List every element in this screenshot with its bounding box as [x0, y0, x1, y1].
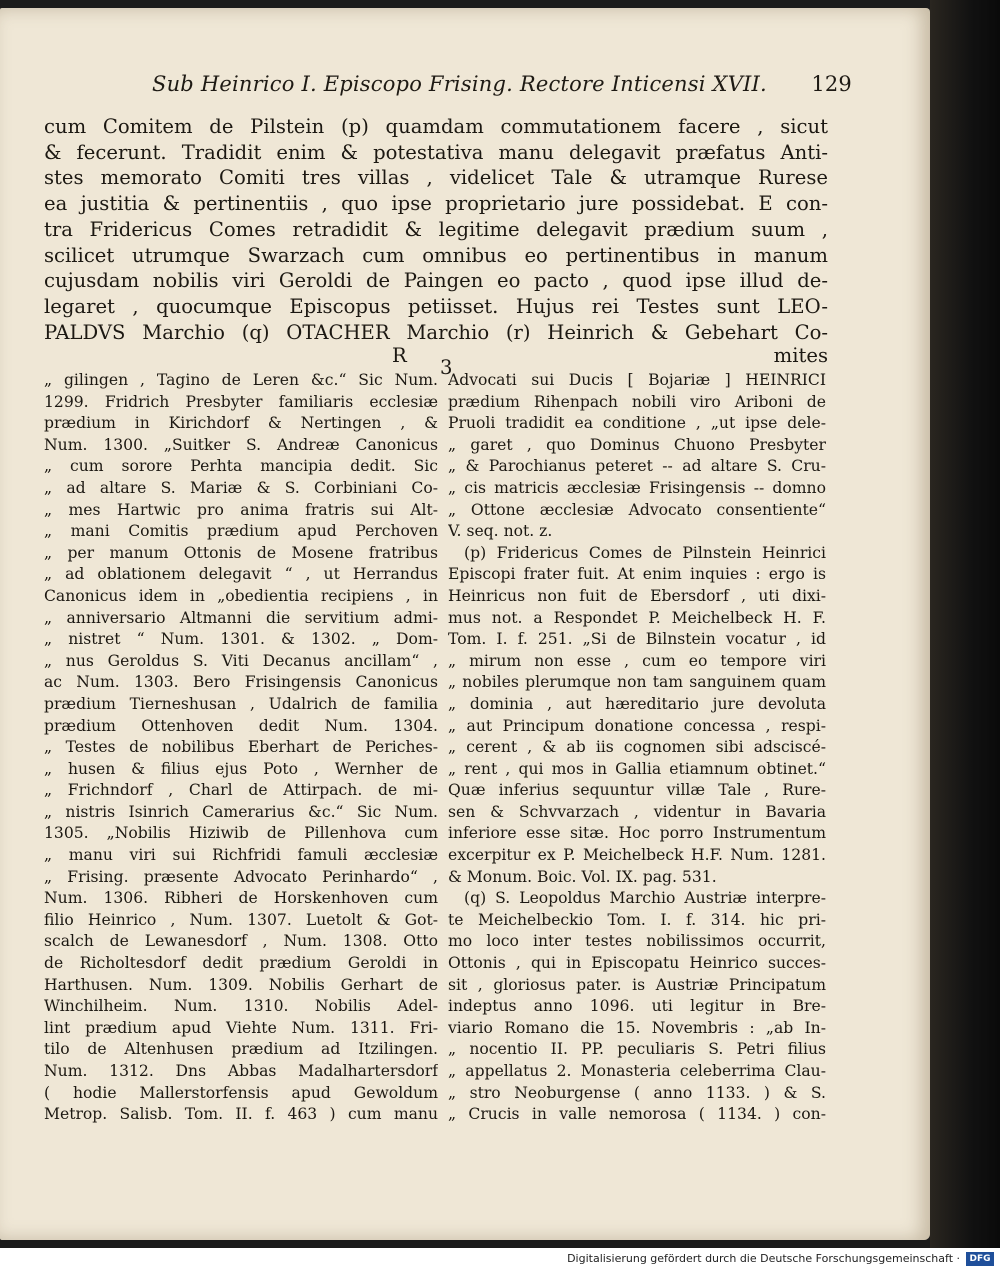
footnote-line: „ nistris Isinrich Camerarius &c.“ Sic Num.	[44, 802, 438, 821]
footnote-line: indeptus anno 1096. uti legitur in Bre-	[448, 997, 826, 1016]
footnote-line: Winchilheim. Num. 1310. Nobilis Adel-	[44, 997, 438, 1016]
footnote-line: V. seq. not. z.	[448, 522, 553, 541]
footnote-line: „ stro Neoburgense ( anno 1133. ) & S.	[448, 1083, 826, 1102]
footnote-line: mo loco inter testes nobilissimos occurrit,	[448, 932, 826, 951]
footnote-line: „ mirum non esse , cum eo tempore viri	[448, 651, 826, 670]
signature-line	[44, 344, 828, 379]
footnote-line: filio Heinrico , Num. 1307. Luetolt & Got-	[44, 910, 438, 929]
footnote-line: Ottonis , qui in Episcopatu Heinrico succes-	[448, 954, 826, 973]
footnote-line: Advocati sui Ducis [ Bojariæ ] HEINRICI	[448, 371, 826, 389]
footnote-line: „ Ottone æcclesiæ Advocato consentiente“	[448, 500, 826, 519]
footnote-line: tilo de Altenhusen prædium ad Itzilingen.	[44, 1040, 438, 1059]
footnote-line: mus not. a Respondet P. Meichelbeck H. F.	[448, 608, 826, 627]
footnote-line: „ garet , quo Dominus Chuono Presbyter	[448, 435, 826, 454]
main-text-line: & fecerunt. Tradidit enim & potestativa manu delegavit præfatus Anti-	[44, 140, 828, 164]
footnote-line: „ rent , qui mos in Gallia etiamnum obtinet.“	[448, 759, 826, 778]
main-text-line: stes memorato Comiti tres villas , videlicet Tale & utramque Rurese	[44, 166, 828, 190]
footnote-line: 1299. Fridrich Presbyter familiaris ecclesiæ	[44, 392, 438, 411]
footnote-line: „ ad oblationem delegavit “ , ut Herrandus	[44, 565, 438, 584]
footnote-line: „ anniversario Altmanni die servitium admi-	[44, 608, 438, 627]
footnote-line: „ cum sorore Perhta mancipia dedit. Sic	[44, 457, 438, 476]
footnote-line: „ nocentio II. PP. peculiaris S. Petri filius	[448, 1040, 826, 1059]
footnote-line: „ nus Geroldus S. Viti Decanus ancillam“ ,	[44, 651, 438, 670]
footnote-line: scalch de Lewanesdorf , Num. 1308. Otto	[44, 932, 438, 951]
main-text-line: legaret , quocumque Episcopus petiisset. Hujus rei Testes sunt LEO-	[44, 294, 828, 318]
footnote-line: excerpitur ex P. Meichelbeck H.F. Num. 1281.	[448, 846, 826, 865]
footnote-line: Num. 1306. Ribheri de Horskenhoven cum	[44, 889, 438, 908]
page-number: 129	[811, 72, 852, 96]
main-text-line: tra Fridericus Comes retradidit & legitime delegavit prædium suum ,	[44, 217, 828, 241]
main-text-block	[44, 114, 828, 345]
printer-signature-number: 3	[440, 356, 453, 379]
footnote-line: ( hodie Mallerstorfensis apud Gewoldum	[44, 1083, 438, 1102]
footnote-line: Quæ inferius sequuntur villæ Tale , Rure-	[448, 781, 826, 800]
book-spine	[930, 0, 1000, 1248]
footnote-line: prædium Ottenhoven dedit Num. 1304.	[44, 716, 438, 735]
footnote-line: „ Testes de nobilibus Eberhart de Periches-	[44, 738, 438, 757]
footnote-line: „ Frising. præsente Advocato Perinhardo“ ,	[44, 867, 438, 886]
footnote-line: „ cerent , & ab iis cognomen sibi adsciscé-	[448, 738, 826, 757]
footnote-line: „ nobiles plerumque non tam sanguinem quam	[448, 673, 826, 692]
footnote-line: Metrop. Salisb. Tom. II. f. 463 ) cum manu	[44, 1105, 438, 1124]
footnote-line: sen & Schvvarzach , videntur in Bavaria	[448, 802, 826, 821]
footnote-line: 1305. „Nobilis Hiziwib de Pillenhova cum	[44, 824, 438, 843]
footnote-line: Pruoli tradidit ea conditione , „ut ipse dele-	[448, 414, 826, 433]
footnote-line: „ ad altare S. Mariæ & S. Corbiniani Co-	[44, 478, 438, 497]
footnote-line: „ aut Principum donatione concessa , respi-	[448, 716, 826, 735]
footnote-line: lint prædium apud Viehte Num. 1311. Fri-	[44, 1018, 438, 1037]
footnote-line: prædium Rihenpach nobili viro Ariboni de	[448, 392, 826, 411]
footnote-line: Episcopi frater fuit. At enim inquies : ergo is	[448, 565, 826, 584]
footnotes-right-column	[448, 370, 826, 1126]
footnote-line: „ per manum Ottonis de Mosene fratribus	[44, 543, 438, 562]
main-text-line: cum Comitem de Pilstein (p) quamdam commutationem facere , sicut	[44, 115, 828, 138]
footnotes-left-column	[44, 370, 438, 1126]
footnote-line: Heinricus non fuit de Ebersdorf , uti dixi-	[448, 586, 826, 605]
footnote-line: prædium Tierneshusan , Udalrich de familia	[44, 694, 438, 713]
footnote-line: „ gilingen , Tagino de Leren &c.“ Sic Num.	[44, 371, 438, 389]
footnote-line: „ Frichndorf , Charl de Attirpach. de mi-	[44, 781, 438, 800]
footnote-line: viario Romano die 15. Novembris : „ab In-	[448, 1018, 826, 1037]
running-title: Sub Heinrico I. Episcopo Frising. Rectore Inticensi XVII.	[152, 72, 767, 96]
running-header	[152, 72, 852, 106]
footnote-line: & Monum. Boic. Vol. IX. pag. 531.	[448, 867, 717, 886]
footnote-line: Num. 1300. „Suitker S. Andreæ Canonicus	[44, 435, 438, 454]
main-text-line: scilicet utrumque Swarzach cum omnibus eo pertinentibus in manum	[44, 243, 828, 267]
footnote-line: „ & Parochianus peteret -- ad altare S. Cru-	[448, 457, 826, 476]
printer-signature: R	[392, 344, 407, 367]
footnote-q-start: (q) S. Leopoldus Marchio Austriæ interpre-	[464, 889, 826, 908]
footnote-line: de Richoltesdorf dedit prædium Geroldi in	[44, 954, 438, 973]
footnote-line: „ husen & filius ejus Poto , Wernher de	[44, 759, 438, 778]
dfg-credit-text: Digitalisierung gefördert durch die Deutsche Forschungsgemeinschaft ·	[567, 1252, 960, 1265]
main-text-line: PALDVS Marchio (q) OTACHER Marchio (r) Heinrich & Gebehart Co-	[44, 320, 828, 344]
main-text-line: cujusdam nobilis viri Geroldi de Paingen eo pacto , quod ipse illud de-	[44, 269, 828, 293]
footnote-line: „ appellatus 2. Monasteria celeberrima Clau-	[448, 1062, 826, 1080]
main-text-line: ea justitia & pertinentiis , quo ipse proprietario jure possidebat. E con-	[44, 192, 828, 216]
footnote-line: sit , gloriosus pater. is Austriæ Principatum	[448, 975, 826, 994]
footnote-line: inferiore esse sitæ. Hoc porro Instrumentum	[448, 824, 826, 843]
catchword: mites	[773, 344, 828, 367]
footnote-line: „ manu viri sui Richfridi famuli æcclesiæ	[44, 846, 438, 865]
dfg-logo[interactable]: DFG	[966, 1252, 994, 1266]
footnote-line: ac Num. 1303. Bero Frisingensis Canonicus	[44, 673, 438, 692]
footnote-line: „ mani Comitis prædium apud Perchoven	[44, 522, 438, 541]
footnote-line: Canonicus idem in „obedientia recipiens , in	[44, 586, 438, 605]
footnote-line: Tom. I. f. 251. „Si de Bilnstein vocatur , id	[448, 630, 826, 649]
footnote-line: „ nistret “ Num. 1301. & 1302. „ Dom-	[44, 630, 438, 649]
footnote-line: „ Crucis in valle nemorosa ( 1134. ) con-	[448, 1105, 826, 1124]
footnote-line: prædium in Kirichdorf & Nertingen , &	[44, 414, 438, 433]
footnote-line: te Meichelbeckio Tom. I. f. 314. hic pri-	[448, 910, 826, 929]
footnote-line: „ dominia , aut hæreditario jure devoluta	[448, 694, 826, 713]
footnote-line: Harthusen. Num. 1309. Nobilis Gerhart de	[44, 975, 438, 994]
footnote-p-start: (p) Fridericus Comes de Pilnstein Heinrici	[464, 543, 826, 562]
footnote-line: „ cis matricis æcclesiæ Frisingensis -- domno	[448, 478, 826, 497]
footnote-line: Num. 1312. Dns Abbas Madalhartersdorf	[44, 1062, 438, 1080]
footnote-line: „ mes Hartwic pro anima fratris sui Alt-	[44, 500, 438, 519]
